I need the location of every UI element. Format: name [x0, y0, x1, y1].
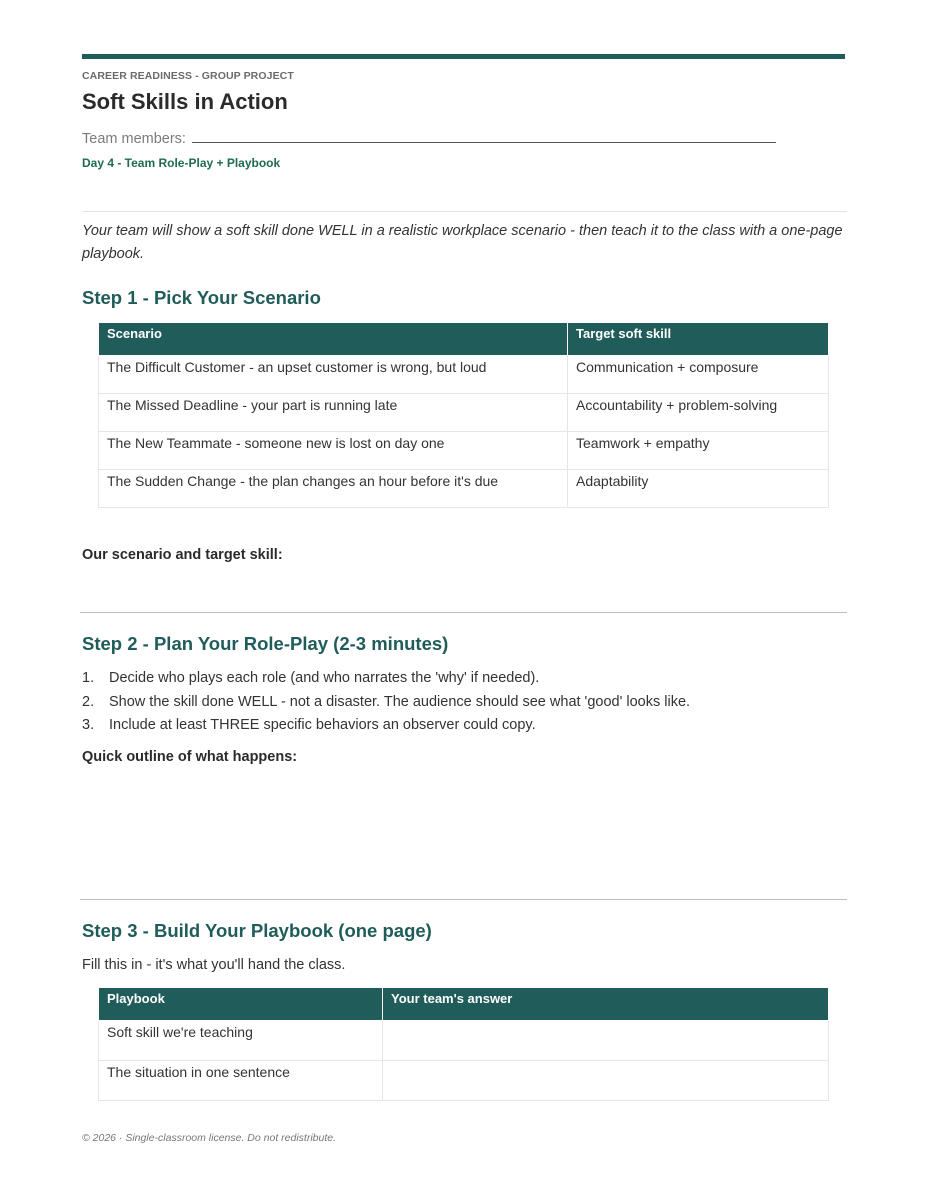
playbook-table [98, 987, 829, 1101]
column-header-target-skill: Target soft skill [568, 323, 829, 356]
step3-heading: Step 3 - Build Your Playbook (one page) [82, 920, 432, 941]
table-row [99, 432, 829, 470]
table-row [99, 470, 829, 508]
outline-label: Quick outline of what happens: [82, 749, 298, 765]
target-skill-cell: Adaptability [568, 470, 829, 508]
playbook-prompt-cell: The situation in one sentence [99, 1061, 383, 1101]
target-skill-cell: Teamwork + empathy [568, 432, 829, 470]
roleplay-instructions-list [82, 668, 690, 739]
scenario-table [98, 322, 829, 508]
scenario-cell: The Missed Deadline - your part is running late [99, 394, 568, 432]
team-members-label: Team members: [82, 131, 186, 147]
scenario-cell: The New Teammate - someone new is lost on day one [99, 432, 568, 470]
table-row [99, 356, 829, 394]
step2-heading: Step 2 - Plan Your Role-Play (2-3 minutes) [82, 633, 449, 654]
course-kicker: CAREER READINESS - GROUP PROJECT [82, 70, 294, 82]
list-text: Show the skill done WELL - not a disaster. The audience should see what 'good' looks like. [109, 693, 691, 710]
table-header-row [99, 323, 829, 356]
column-header-scenario: Scenario [99, 323, 568, 356]
step1-heading: Step 1 - Pick Your Scenario [82, 287, 321, 308]
column-header-playbook: Playbook [99, 988, 383, 1021]
playbook-subtext: Fill this in - it's what you'll hand the class. [82, 957, 346, 973]
table-row [99, 1021, 829, 1061]
playbook-prompt-cell: Soft skill we're teaching [99, 1021, 383, 1061]
target-skill-cell: Accountability + problem-solving [568, 394, 829, 432]
divider [82, 211, 847, 212]
column-header-team-answer: Your team's answer [383, 988, 829, 1021]
team-answer-cell[interactable] [383, 1021, 829, 1061]
table-header-row [99, 988, 829, 1021]
list-item [82, 692, 690, 716]
scenario-cell: The Difficult Customer - an upset customer is wrong, but loud [99, 356, 568, 394]
target-skill-cell: Communication + composure [568, 356, 829, 394]
list-text: Include at least THREE specific behaviors an observer could copy. [109, 717, 536, 733]
section-divider [80, 899, 847, 900]
list-number: 3. [82, 717, 95, 733]
page-title: Soft Skills in Action [82, 89, 288, 114]
team-members-blank-line[interactable] [192, 127, 776, 143]
day-tag: Day 4 - Team Role-Play + Playbook [82, 156, 281, 170]
scenario-answer-label: Our scenario and target skill: [82, 547, 283, 563]
team-members-row [82, 127, 776, 147]
list-text: Decide who plays each role (and who narrates the 'why' if needed). [109, 670, 540, 686]
team-answer-cell[interactable] [383, 1061, 829, 1101]
section-divider [80, 612, 847, 613]
header-accent-bar [82, 54, 845, 59]
list-item [82, 668, 690, 692]
table-row [99, 394, 829, 432]
list-item [82, 715, 690, 739]
list-number: 1. [82, 670, 95, 686]
list-number: 2. [82, 693, 95, 710]
scenario-cell: The Sudden Change - the plan changes an hour before it's due [99, 470, 568, 508]
license-footer: © 2026 · Single-classroom license. Do not redistribute. [82, 1132, 337, 1144]
table-row [99, 1061, 829, 1101]
intro-text: Your team will show a soft skill done WELL in a realistic workplace scenario - then teach it to the class with a one-page playbook. [82, 223, 843, 262]
